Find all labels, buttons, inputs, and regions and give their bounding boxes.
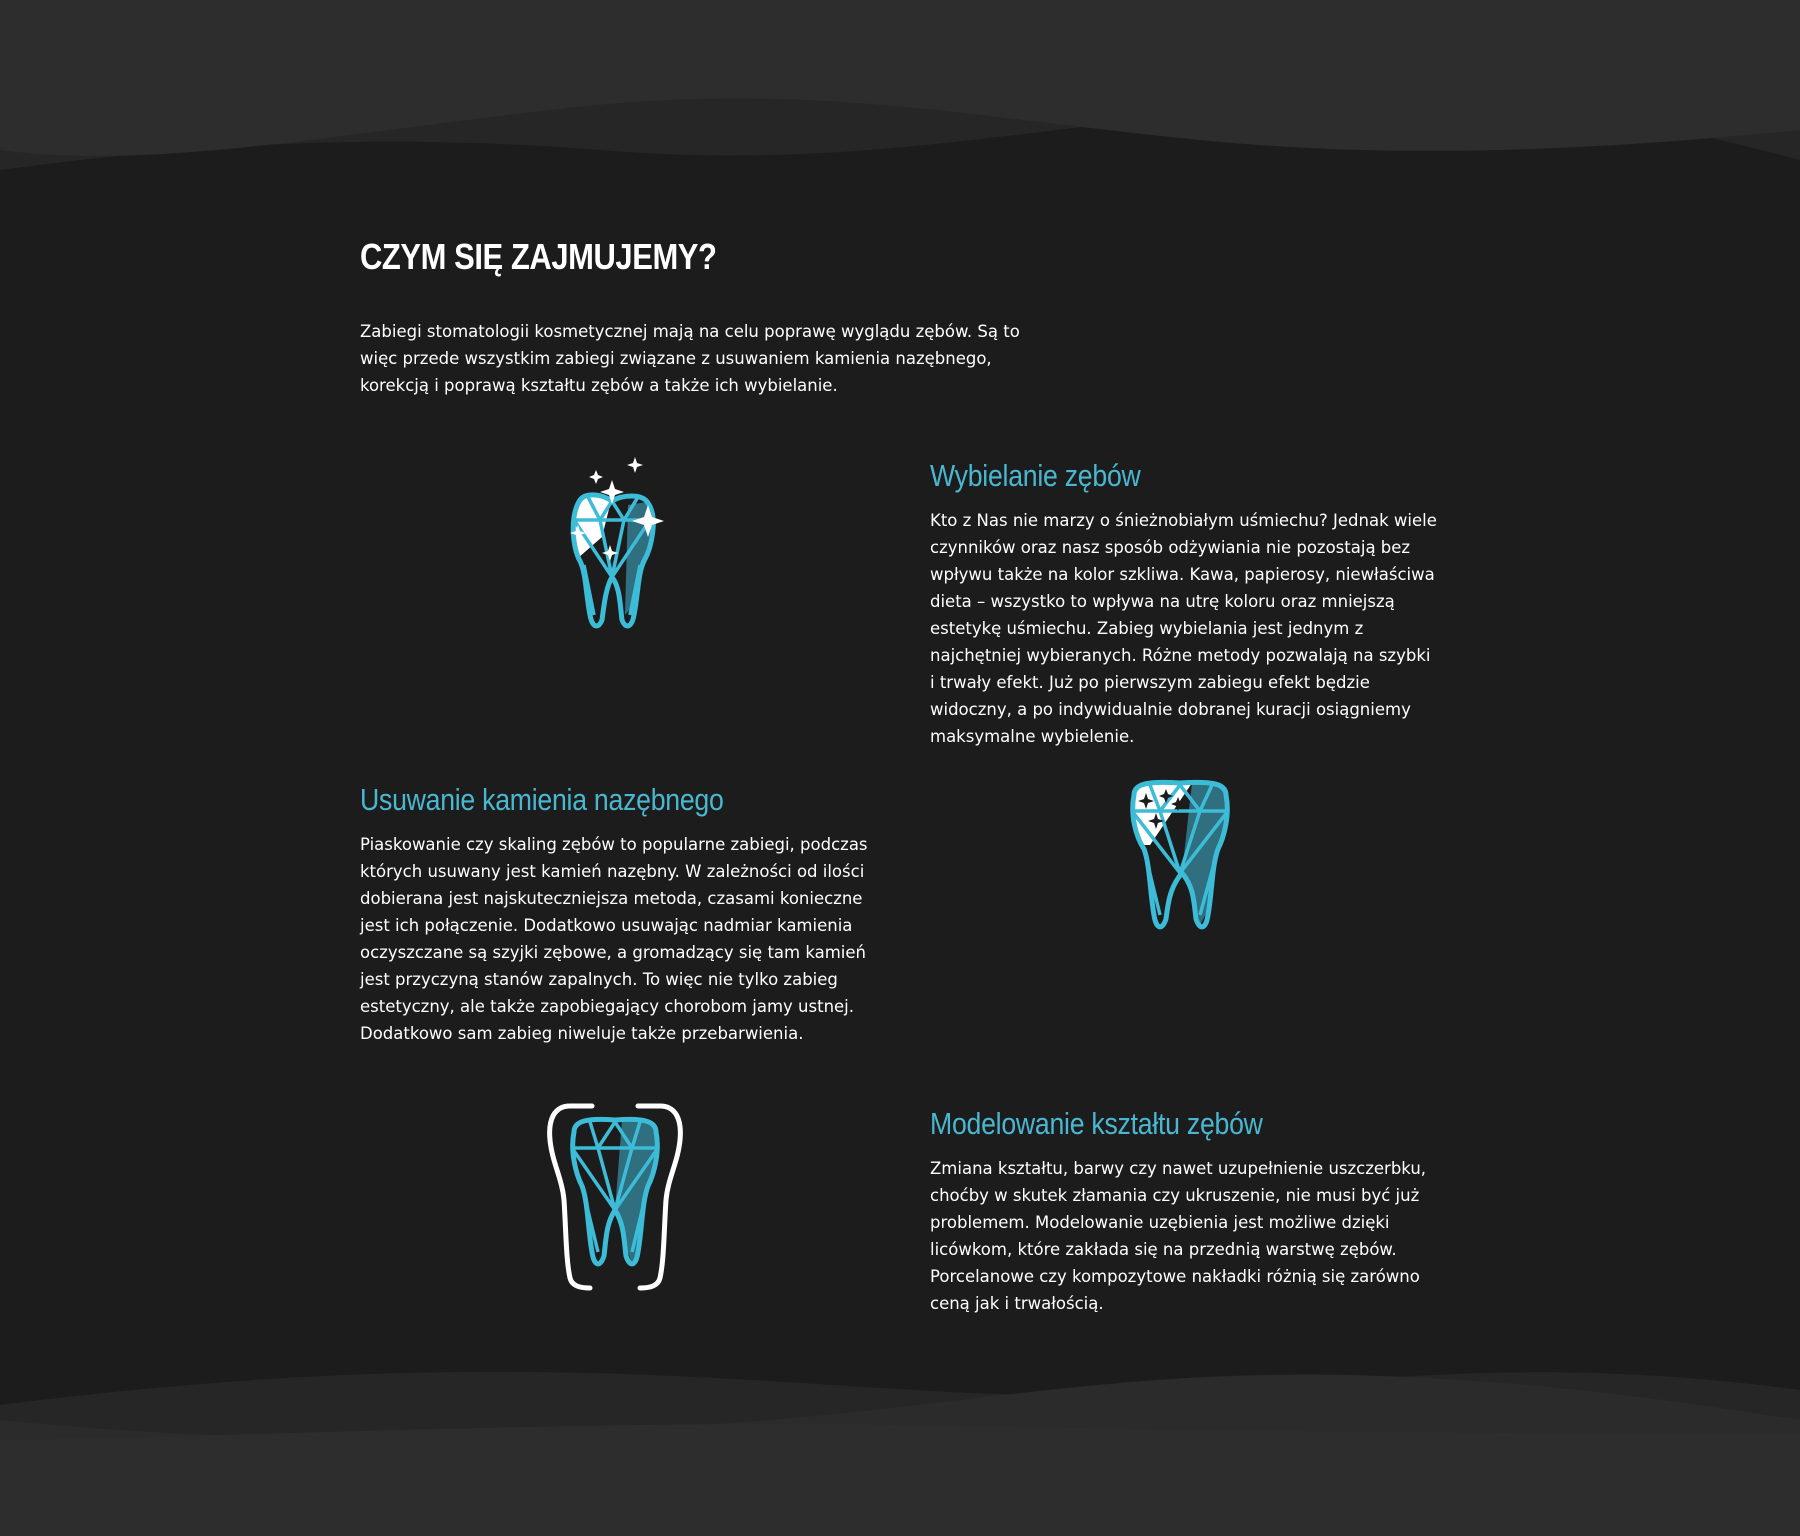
service-title-whitening: Wybielanie zębów	[930, 458, 1141, 493]
veneer-tooth-icon	[540, 1100, 690, 1295]
section-title: CZYM SIĘ ZAJMUJEMY?	[360, 236, 717, 277]
service-desc-whitening: Kto z Nas nie marzy o śnieżnobiałym uśmiechu? Jednak wiele czynników oraz nasz sposób odżywiania nie pozostają bez wpływu także na kolor szkliwa. Kawa, papierosy, niewłaściwa dieta – wszystko to wpływa na utrę koloru oraz mniejszą estetykę uśmiechu. Zabieg wybielania jest jednym z najchętniej wybieranych. Różne metody pozwalają na szybki i trwały efekt. Już po pierwszym zabiegu efekt będzie widoczny, a po indywidualnie dobranej kuracji osiągniemy maksymalne wybielenie.	[930, 511, 1437, 746]
service-title-modeling: Modelowanie kształtu zębów	[930, 1106, 1263, 1141]
service-desc-tartar: Piaskowanie czy skaling zębów to popularne zabiegi, podczas których usuwany jest kamień nazębny. W zależności od ilości dobierana jest najskuteczniejsza metoda, czasami konieczne jest ich połączenie. Dodatkowo usuwając nadmiar kamienia oczyszczane są szyjki zębowe, a gromadzący się tam kamień jest przyczyną stanów zapalnych. To więc nie tylko zabieg estetyczny, ale także zapobiegający chorobom jamy ustnej. Dodatkowo sam zabieg niweluje także przebarwienia.	[360, 835, 868, 1043]
service-title-tartar: Usuwanie kamienia nazębnego	[360, 782, 724, 817]
sparkling-tooth-icon	[540, 455, 690, 655]
service-desc-modeling: Zmiana kształtu, barwy czy nawet uzupełnienie uszczerbku, choćby w skutek złamania czy ukruszenie, nie musi być już problemem. Modelowanie uzębienia jest możliwe dzięki licówkom, które zakłada się na przednią warstwę zębów. Porcelanowe czy kompozytowe nakładki różnią się zarówno ceną jak i trwałością.	[930, 1159, 1427, 1313]
section-intro: Zabiegi stomatologii kosmetycznej mają na celu poprawę wyglądu zębów. Są to więc przede wszystkim zabiegi związane z usuwaniem kamienia nazębnego, korekcją i poprawą kształtu zębów a także ich wybielanie.	[360, 322, 1020, 395]
services-section	[360, 0, 1440, 1536]
tartar-tooth-icon	[1120, 775, 1240, 945]
